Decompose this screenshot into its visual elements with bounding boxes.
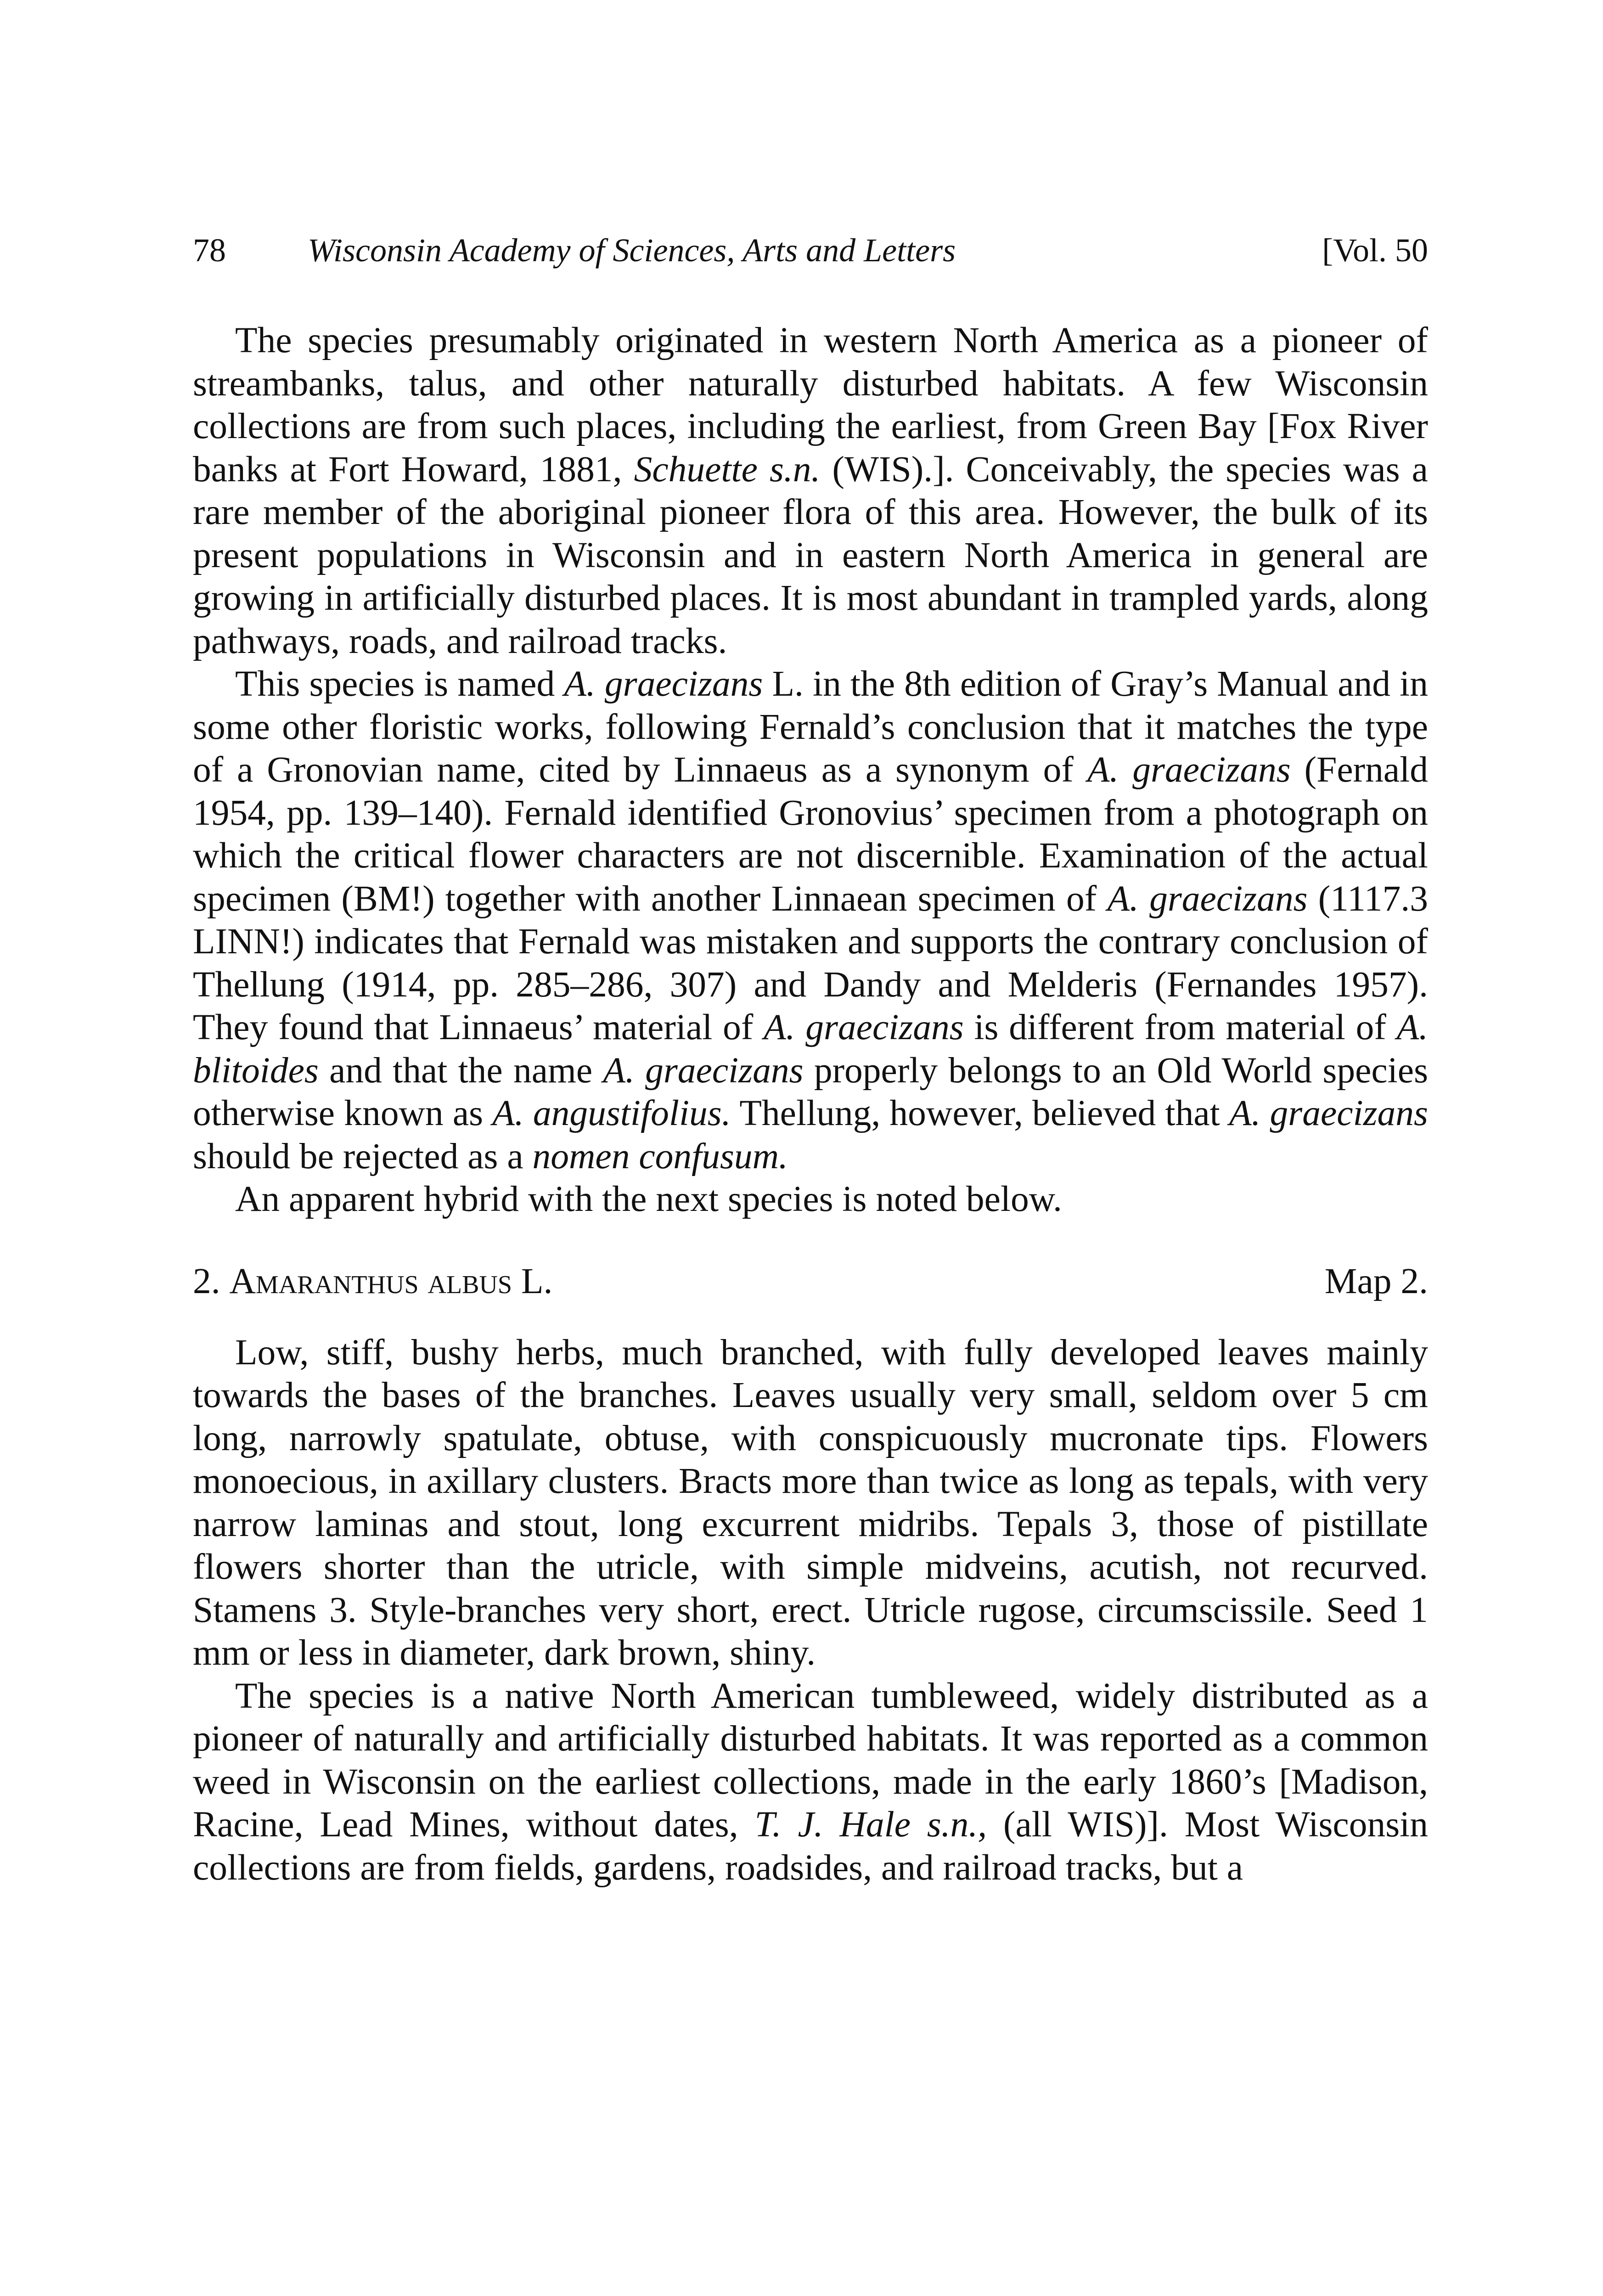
- body-text: [193, 319, 1428, 1889]
- paragraph-origin: The species presumably originated in western North America as a pioneer of streambanks, talus, and other naturally disturbed habitats. A few Wisconsin collections are from such places, including the earliest, from Green Bay [Fox River banks at Fort Howard, 1881, Schuette s.n. (WIS).]. Conceivably, the species was a rare member of the aboriginal pioneer flora of this area. However, the bulk of its present populations in Wisconsin and in eastern North America in general are growing in artificially disturbed places. It is most abundant in trampled yards, along pathways, roads, and railroad tracks.: [193, 320, 1428, 661]
- species-entry-heading: [193, 1260, 1428, 1303]
- running-header: [193, 225, 1428, 276]
- document-page: [193, 225, 1428, 1889]
- volume-label: [Vol. 50: [1322, 232, 1428, 269]
- entry-number: 2.: [193, 1261, 220, 1301]
- running-title: Wisconsin Academy of Sciences, Arts and Letters: [308, 232, 956, 269]
- paragraph-distribution: The species is a native North American tumbleweed, widely distributed as a pioneer of naturally and artificially disturbed habitats. It was reported as a common weed in Wisconsin on the earliest collections, made in the early 1860’s [Madison, Racine, Lead Mines, without dates, T. J. Hale s.n., (all WIS)]. Most Wisconsin collections are from fields, gardens, roadsides, and railroad tracks, but a: [193, 1675, 1428, 1888]
- paragraph-description: Low, stiff, bushy herbs, much branched, with fully developed leaves mainly towards the bases of the branches. Leaves usually very small, seldom over 5 cm long, narrowly spatulate, obtuse, with conspicuously mucronate tips. Flowers monoecious, in axillary clusters. Bracts more than twice as long as tepals, with very narrow laminas and stout, long excurrent midribs. Tepals 3, those of pistillate flowers shorter than the utricle, with simple midveins, acutish, not recurved. Stamens 3. Style-branches very short, erect. Utricle rugose, circumscissile. Seed 1 mm or less in diameter, dark brown, shiny.: [193, 1332, 1428, 1673]
- map-reference: Map 2.: [1324, 1261, 1428, 1301]
- entry-species-name: Amaranthus albus L.: [229, 1261, 553, 1301]
- paragraph-nomenclature: This species is named A. graecizans L. in the 8th edition of Gray’s Manual and in some other floristic works, following Fernald’s conclusion that it matches the type of a Gronovian name, cited by Linnaeus as a synonym of A. graecizans (Fernald 1954, pp. 139–140). Fernald identified Gronovius’ specimen from a photograph on which the critical flower characters are not discernible. Examination of the actual specimen (BM!) together with another Linnaean specimen of A. graecizans (1117.3 LINN!) indicates that Fernald was mistaken and supports the contrary conclusion of Thellung (1914, pp. 285–286, 307) and Dandy and Melderis (Fernandes 1957). They found that Linnaeus’ material of A. graecizans is different from material of A. blitoides and that the name A. graecizans properly belongs to an Old World species otherwise known as A. angustifolius. Thellung, however, believed that A. graecizans should be rejected as a nomen confusum.: [193, 664, 1429, 1176]
- page-number: 78: [193, 232, 226, 269]
- paragraph-hybrid-note: An apparent hybrid with the next species is noted below.: [235, 1179, 1062, 1219]
